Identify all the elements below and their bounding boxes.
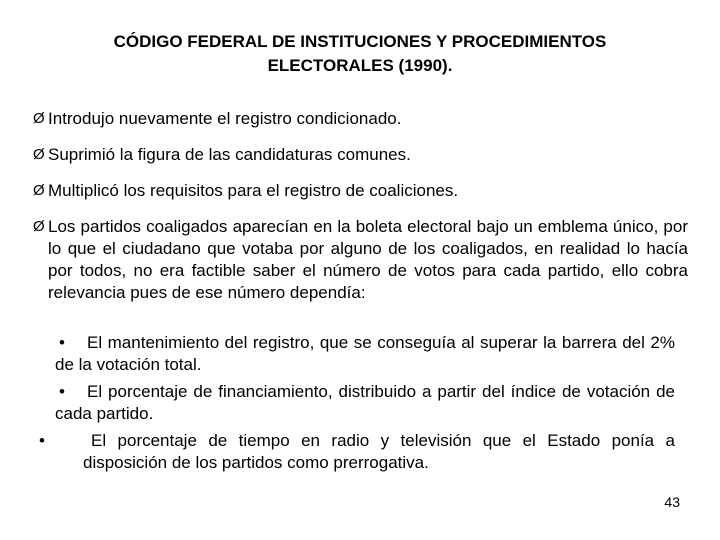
dot-bullet-icon: • [39, 431, 45, 450]
arrow-bullet-icon: Ø [33, 146, 45, 163]
sub-bullet-list [39, 332, 675, 479]
sub-bullet-text: El porcentaje de financiamiento, distribuido a partir del índice de votación de cada partido. [55, 382, 675, 423]
bullet-text: Introdujo nuevamente el registro condicionado. [48, 109, 402, 128]
sub-bullet-text: El porcentaje de tiempo en radio y televisión que el Estado ponía a disposición de los partidos como prerrogativa. [83, 431, 675, 472]
bullet-item [33, 180, 688, 202]
slide-title [40, 30, 680, 78]
bullet-item [33, 216, 688, 304]
arrow-bullet-icon: Ø [33, 182, 45, 199]
bullet-text: Los partidos coaligados aparecían en la boleta electoral bajo un emblema único, por lo que el ciudadano que votaba por alguno de los coaligados, en realidad lo hacía por todos, no era factible saber el número de votos para cada partido, ello cobra relevancia pues de ese número dependía: [48, 217, 688, 302]
slide-title-line-2: ELECTORALES (1990). [267, 56, 453, 75]
bullet-item [33, 144, 688, 166]
arrow-bullet-icon: Ø [33, 110, 45, 127]
slide-title-line-1: CÓDIGO FEDERAL DE INSTITUCIONES Y PROCEDIMIENTOS [113, 32, 607, 51]
bullet-text: Multiplicó los requisitos para el registro de coaliciones. [48, 181, 459, 200]
arrow-bullet-icon: Ø [33, 218, 45, 235]
sub-bullet-text: El mantenimiento del registro, que se conseguía al superar la barrera del 2% de la votación total. [55, 333, 675, 374]
sub-bullet-item [55, 332, 675, 376]
bullet-text: Suprimió la figura de las candidaturas comunes. [48, 145, 411, 164]
dot-bullet-icon: • [59, 333, 65, 352]
main-bullet-list [33, 108, 688, 318]
sub-bullet-item [39, 430, 675, 474]
dot-bullet-icon: • [59, 382, 65, 401]
bullet-item [33, 108, 688, 130]
page-number: 43 [664, 494, 680, 510]
sub-bullet-item [55, 381, 675, 425]
